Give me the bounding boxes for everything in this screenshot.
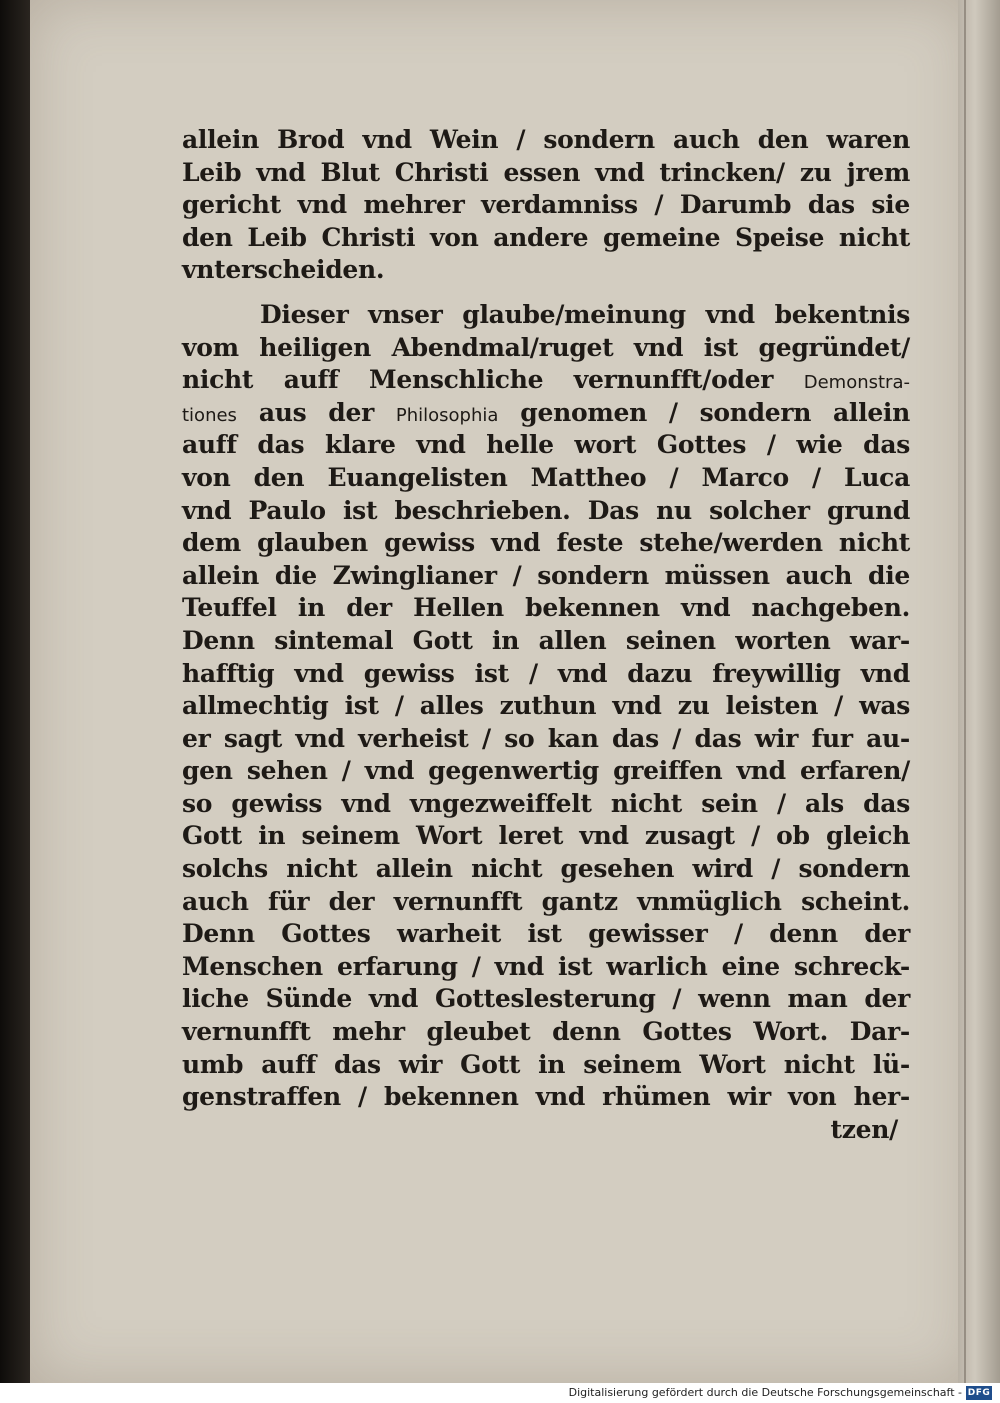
text-line: Teuffel in der Hellen bekennen vnd nachgeben.: [182, 593, 910, 623]
text-line: von den Euangelisten Mattheo / Marco / Luca: [182, 462, 910, 492]
text-line: vernunfft mehr gleubet denn Gottes Wort. Dar-: [182, 1017, 910, 1047]
text-line: Leib vnd Blut Christi essen vnd trincken/ zu jrem: [182, 157, 910, 187]
text-line: nicht auff Menschliche vernunfft/oder Demonstra-: [182, 365, 910, 395]
text-line: allmechtig ist / alles zuthun vnd zu leisten / was: [182, 691, 910, 721]
text-line: gen sehen / vnd gegenwertig greiffen vnd erfaren/: [182, 756, 910, 786]
text-line: Denn Gottes warheit ist gewisser / denn der: [182, 919, 910, 949]
text-line: so gewiss vnd vngezweiffelt nicht sein / als das: [182, 788, 910, 818]
text-line: gericht vnd mehrer verdamniss / Darumb das sie: [182, 190, 910, 220]
text-line: dem glauben gewiss vnd feste stehe/werden nicht: [182, 528, 910, 558]
text-line: allein die Zwinglianer / sondern müssen auch die: [182, 560, 910, 590]
text-line: auff das klare vnd helle wort Gottes / wie das: [182, 430, 910, 460]
text-line: hafftig vnd gewiss ist / vnd dazu freywillig vnd: [182, 658, 910, 688]
text-line: Menschen erfarung / vnd ist warlich eine schreck-: [182, 951, 910, 981]
text-line: den Leib Christi von andere gemeine Speise nicht: [182, 222, 910, 252]
latin-term: tiones: [182, 404, 237, 426]
binding-shadow: [0, 0, 30, 1383]
catchword: tzen/: [830, 1114, 898, 1144]
text-line: umb auff das wir Gott in seinem Wort nicht lü-: [182, 1049, 910, 1079]
latin-term: Philosophia: [395, 404, 499, 426]
dfg-logo: DFG: [967, 1388, 991, 1398]
text-line: er sagt vnd verheist / so kan das / das wir fur au-: [182, 723, 910, 753]
text-line: vnd Paulo ist beschrieben. Das nu solcher grund: [182, 495, 910, 525]
latin-term: Demonstra-: [803, 372, 910, 394]
text-line: Gott in seinem Wort leret vnd zusagt / ob gleich: [182, 821, 910, 851]
text-line: vnterscheiden.: [182, 255, 385, 285]
text-line: Denn sintemal Gott in allen seinen worten war-: [182, 625, 910, 655]
page-edge: [958, 0, 1000, 1383]
text-line: allein Brod vnd Wein / sondern auch den waren: [182, 125, 910, 154]
digitization-credit: Digitalisierung gefördert durch die Deutsche Forschungsgemeinschaft -: [568, 1386, 962, 1399]
paragraph-start-line: Dieser vnser glaube/meinung vnd bekentnis: [260, 299, 910, 329]
text-line: auch für der vernunfft gantz vnmüglich scheint.: [182, 886, 910, 916]
text-line: genstraffen / bekennen vnd rhümen wir von her-: [182, 1082, 910, 1112]
text-line: vom heiligen Abendmal/ruget vnd ist gegründet/: [182, 332, 910, 362]
body-text: [182, 124, 910, 1146]
text-line: solchs nicht allein nicht gesehen wird / sondern: [182, 854, 910, 884]
text-line: tiones aus der Philosophia genomen / sondern allein: [182, 397, 911, 427]
text-line: liche Sünde vnd Gotteslesterung / wenn man der: [182, 984, 910, 1014]
